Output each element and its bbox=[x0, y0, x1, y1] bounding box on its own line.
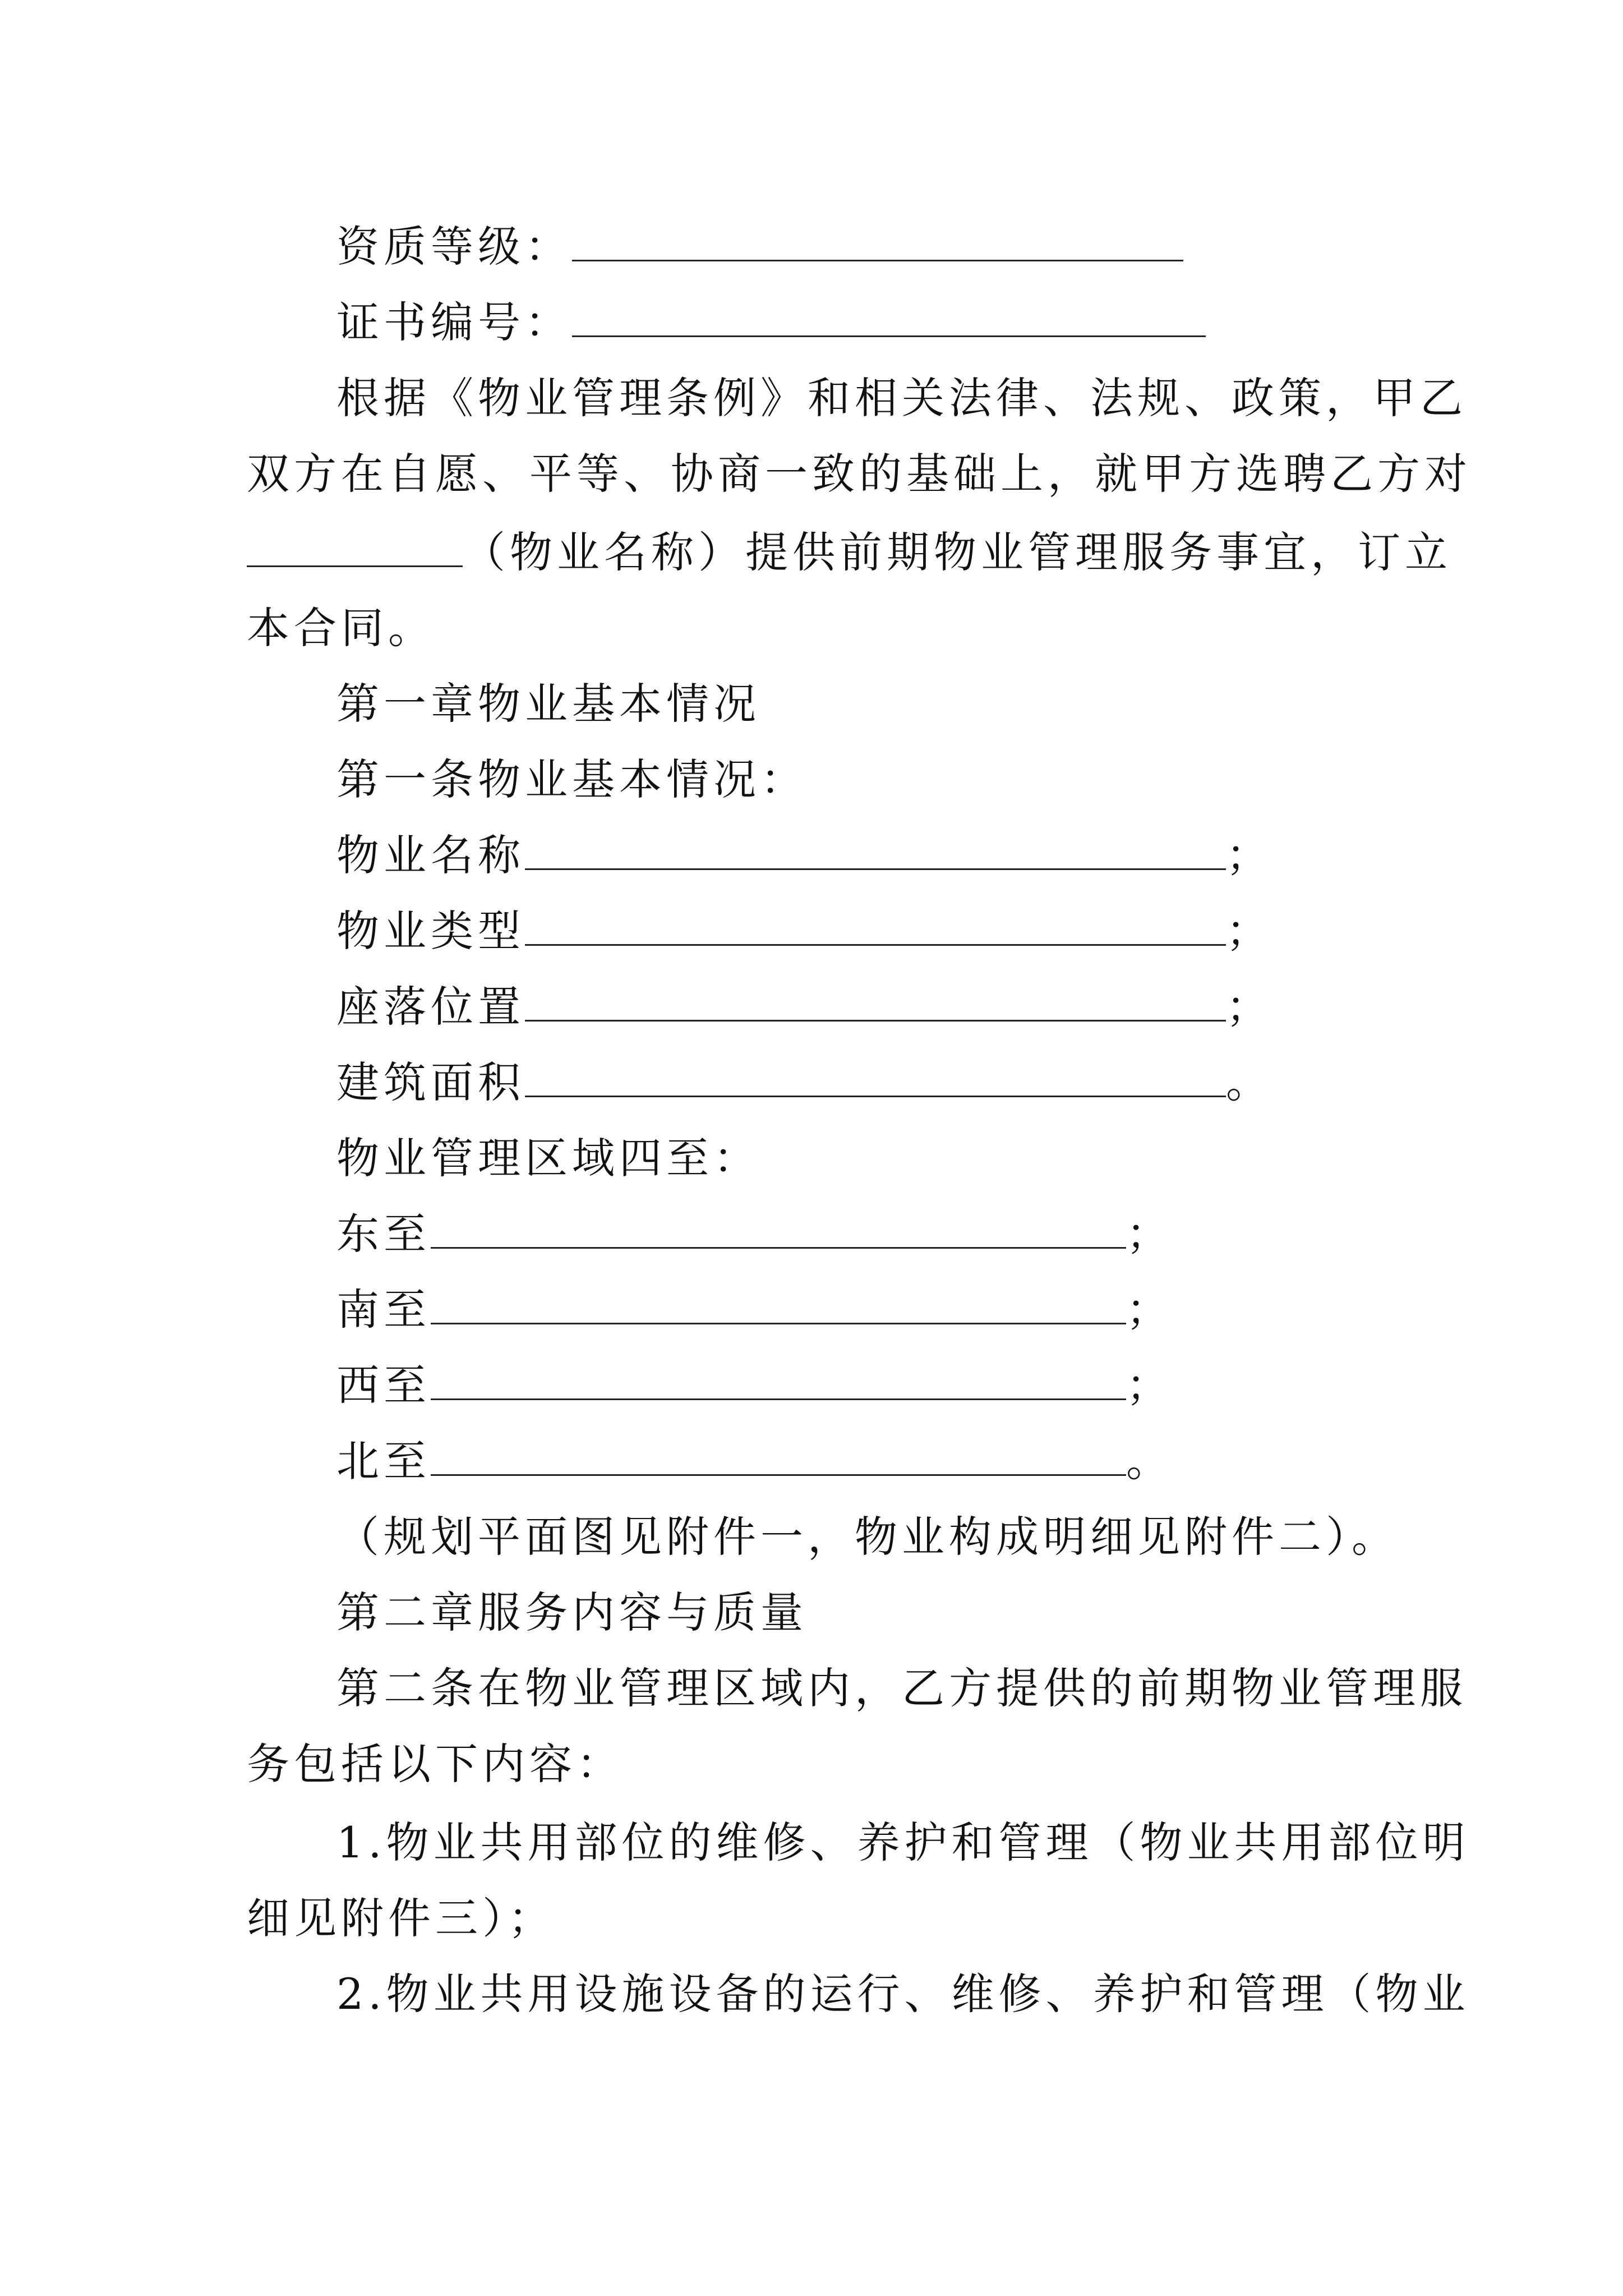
chapter-2-title: 第二章服务内容与质量 bbox=[336, 1588, 808, 1637]
intro-text-4: 本合同。 bbox=[247, 603, 435, 653]
intro-line-4 bbox=[247, 600, 435, 656]
bound-blank bbox=[431, 1358, 1126, 1400]
field-building-area bbox=[336, 1055, 1273, 1111]
field-blank bbox=[525, 828, 1226, 870]
field-label: 座落位置 bbox=[336, 982, 525, 1032]
chapter-1-title: 第一章物业基本情况 bbox=[336, 679, 760, 729]
bound-west bbox=[336, 1358, 1173, 1414]
bound-blank bbox=[431, 1207, 1126, 1249]
article-2-line-2 bbox=[247, 1736, 624, 1792]
item-2-text-1: 2.物业共用设施设备的运行、维修、养护和管理（物业 bbox=[336, 1969, 1470, 2019]
field-end-punct: ； bbox=[1226, 982, 1273, 1032]
bound-end-punct: ； bbox=[1126, 1360, 1173, 1410]
area-title-text: 物业管理区域四至： bbox=[336, 1133, 760, 1183]
field-end-punct: 。 bbox=[1226, 1057, 1273, 1107]
field-blank bbox=[525, 1055, 1226, 1097]
field-blank bbox=[525, 904, 1226, 946]
bound-south bbox=[336, 1282, 1173, 1338]
article-2-text-2: 务包括以下内容： bbox=[247, 1739, 624, 1789]
bound-label: 西至 bbox=[336, 1360, 431, 1410]
chapter-2-heading bbox=[336, 1585, 808, 1641]
attachment-note-text: （规划平面图见附件一，物业构成明细见附件二）。 bbox=[336, 1512, 1399, 1562]
qualification-label: 资质等级： bbox=[336, 222, 572, 272]
field-location bbox=[336, 979, 1273, 1035]
property-name-blank bbox=[247, 525, 463, 567]
bound-label: 北至 bbox=[336, 1436, 431, 1486]
bound-end-punct: ； bbox=[1126, 1285, 1173, 1335]
item-1-line-1 bbox=[336, 1815, 1470, 1871]
bound-end-punct: ； bbox=[1126, 1209, 1173, 1259]
bound-blank bbox=[431, 1282, 1126, 1324]
bound-label: 南至 bbox=[336, 1285, 431, 1335]
field-blank bbox=[525, 979, 1226, 1022]
item-2-line-1 bbox=[336, 1966, 1470, 2022]
bound-end-punct: 。 bbox=[1126, 1436, 1173, 1486]
field-property-type bbox=[336, 903, 1273, 959]
attachment-note bbox=[336, 1509, 1399, 1565]
item-1-text-1: 1.物业共用部位的维修、养护和管理（物业共用部位明 bbox=[336, 1818, 1470, 1867]
bound-east bbox=[336, 1206, 1173, 1262]
article-1-title: 第一条物业基本情况： bbox=[336, 754, 808, 804]
intro-text-1: 根据《物业管理条例》和相关法律、法规、政策，甲乙 bbox=[336, 373, 1467, 423]
field-label: 物业类型 bbox=[336, 906, 525, 956]
chapter-1-heading bbox=[336, 676, 760, 732]
qualification-blank bbox=[572, 219, 1183, 261]
qualification-line bbox=[336, 219, 1183, 275]
bound-north bbox=[336, 1433, 1173, 1489]
field-label: 物业名称 bbox=[336, 830, 525, 880]
field-property-name bbox=[336, 827, 1273, 884]
article-2-line-1 bbox=[336, 1660, 1467, 1717]
certificate-blank bbox=[572, 295, 1206, 337]
intro-line-2 bbox=[247, 446, 1472, 502]
article-2-text-1: 第二条在物业管理区域内，乙方提供的前期物业管理服 bbox=[336, 1663, 1467, 1713]
field-end-punct: ； bbox=[1226, 830, 1273, 880]
certificate-line bbox=[336, 295, 1206, 351]
bound-label: 东至 bbox=[336, 1209, 431, 1259]
intro-text-2: 双方在自愿、平等、协商一致的基础上，就甲方选聘乙方对 bbox=[247, 449, 1472, 499]
intro-line-1 bbox=[336, 370, 1467, 426]
article-1-heading bbox=[336, 752, 808, 808]
field-label: 建筑面积 bbox=[336, 1057, 525, 1107]
bound-blank bbox=[431, 1434, 1126, 1476]
certificate-label: 证书编号： bbox=[336, 297, 572, 347]
area-title bbox=[336, 1130, 760, 1186]
field-end-punct: ； bbox=[1226, 906, 1273, 956]
item-1-line-2 bbox=[247, 1890, 555, 1947]
intro-text-3: （物业名称）提供前期物业管理服务事宜，订立 bbox=[463, 527, 1452, 577]
item-1-text-2: 细见附件三）； bbox=[247, 1893, 555, 1943]
intro-line-3 bbox=[247, 524, 1452, 581]
